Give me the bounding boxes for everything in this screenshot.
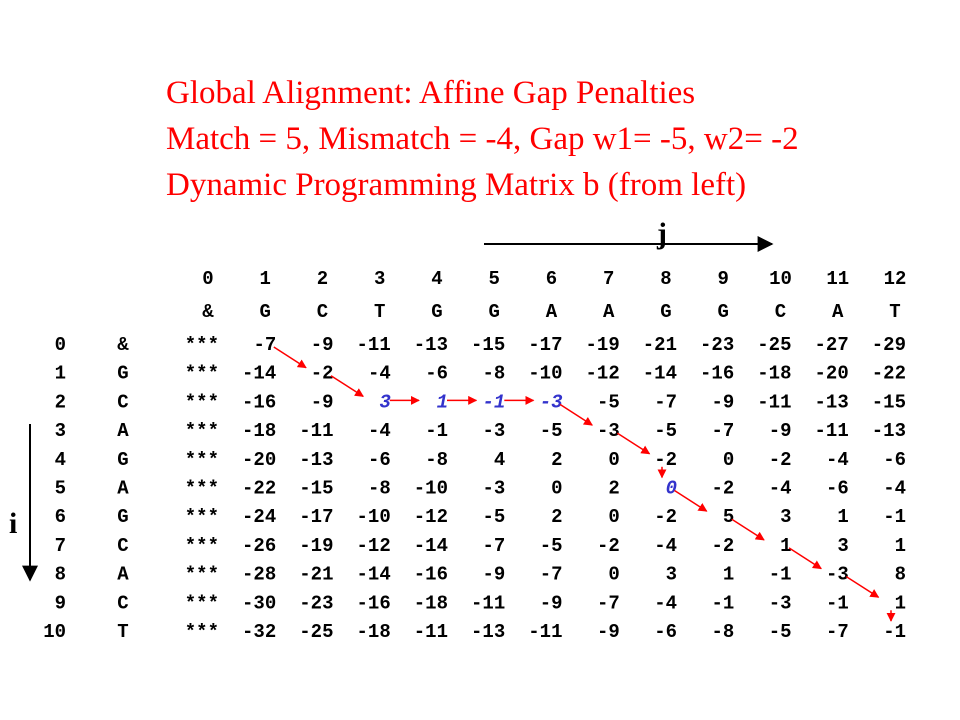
cell-0-3: -11 <box>356 334 391 356</box>
col-index-12: 12 <box>883 268 907 290</box>
row-index-4: 4 <box>54 448 66 471</box>
cell-8-6: -7 <box>539 563 563 586</box>
cell-0-6: -17 <box>528 334 563 356</box>
col-letter-9: G <box>717 301 729 323</box>
cell-6-8: -2 <box>654 506 677 529</box>
cell-4-1: -20 <box>242 448 277 471</box>
cell-6-6: 2 <box>551 506 563 529</box>
cell-10-11: -7 <box>825 621 849 643</box>
cell-0-5: -15 <box>471 334 506 356</box>
cell-7-1: -26 <box>242 534 277 557</box>
cell-1-3: -4 <box>367 362 391 385</box>
cell-1-6: -10 <box>528 362 563 385</box>
row-letter-3: A <box>117 420 129 443</box>
cell-10-3: -18 <box>356 621 391 643</box>
row-index-9: 9 <box>54 592 66 615</box>
cell-0-7: -19 <box>585 334 620 356</box>
cell-3-12: -13 <box>871 420 906 443</box>
cell-8-3: -14 <box>356 563 391 586</box>
cell-8-11: -3 <box>825 563 849 586</box>
cell-7-12: 1 <box>894 534 906 557</box>
path-arrow-1 <box>331 376 363 397</box>
row-letter-2: C <box>117 391 129 414</box>
cell-9-6: -9 <box>539 592 563 615</box>
cell-1-10: -18 <box>757 362 792 385</box>
path-arrow-9 <box>732 519 764 540</box>
row-letter-8: A <box>117 563 129 586</box>
cell-7-4: -14 <box>413 534 448 557</box>
cell-8-10: -1 <box>768 563 792 586</box>
cell-8-7: 0 <box>608 563 620 586</box>
cell-0-0: *** <box>184 334 219 356</box>
cell-7-3: -12 <box>356 534 391 557</box>
title-line-2: Match = 5, Mismatch = -4, Gap w1= -5, w2= -2 <box>166 121 799 157</box>
cell-9-2: -23 <box>299 592 334 615</box>
col-letter-1: G <box>259 301 271 323</box>
cell-6-4: -12 <box>413 506 448 529</box>
row-letter-9: C <box>117 592 129 615</box>
cell-7-6: -5 <box>539 534 563 557</box>
cell-5-7: 2 <box>608 477 620 500</box>
cell-4-4: -8 <box>425 448 448 471</box>
cell-2-4: 1 <box>436 391 448 414</box>
cell-9-4: -18 <box>413 592 448 615</box>
row-letter-6: G <box>117 506 129 529</box>
cell-7-9: -2 <box>711 534 735 557</box>
cell-10-12: -1 <box>883 621 906 643</box>
cell-4-5: 4 <box>493 448 506 471</box>
cell-4-2: -13 <box>299 448 334 471</box>
cell-0-1: -7 <box>253 334 277 356</box>
cell-9-0: *** <box>184 592 219 615</box>
path-arrow-6 <box>617 433 649 454</box>
row-index-1: 1 <box>54 362 66 385</box>
cell-5-1: -22 <box>242 477 277 500</box>
cell-2-9: -9 <box>711 391 735 414</box>
cell-2-5: -1 <box>482 391 506 414</box>
cell-0-10: -25 <box>757 334 792 356</box>
cell-8-4: -16 <box>413 563 448 586</box>
cell-0-9: -23 <box>700 334 735 356</box>
row-letter-0: & <box>117 334 129 356</box>
cell-6-12: -1 <box>883 506 906 529</box>
col-index-7: 7 <box>603 268 615 290</box>
cell-7-7: -2 <box>596 534 620 557</box>
cell-10-1: -32 <box>242 621 277 643</box>
cell-2-7: -5 <box>596 391 620 414</box>
cell-0-4: -13 <box>413 334 448 356</box>
cell-5-5: -3 <box>482 477 506 500</box>
row-index-2: 2 <box>54 391 66 414</box>
cell-10-5: -13 <box>471 621 506 643</box>
cell-4-8: -2 <box>654 448 677 471</box>
cell-5-4: -10 <box>413 477 448 500</box>
cell-1-7: -12 <box>585 362 620 385</box>
cell-3-3: -4 <box>367 420 391 443</box>
cell-7-5: -7 <box>482 534 506 557</box>
col-letter-7: A <box>603 301 615 323</box>
cell-0-2: -9 <box>310 334 334 356</box>
cell-8-9: 1 <box>722 563 735 586</box>
j-axis-label: j <box>657 217 667 250</box>
col-index-9: 9 <box>717 268 729 290</box>
title-line-3: Dynamic Programming Matrix b (from left) <box>166 167 747 203</box>
col-letter-4: G <box>431 301 443 323</box>
cell-2-12: -15 <box>871 391 906 414</box>
col-letter-12: T <box>889 301 901 323</box>
cell-9-5: -11 <box>471 592 506 615</box>
cell-1-0: *** <box>184 362 219 385</box>
cell-5-6: 0 <box>551 477 563 500</box>
path-arrow-5 <box>560 404 592 425</box>
cell-4-12: -6 <box>883 448 906 471</box>
cell-3-5: -3 <box>482 420 506 443</box>
col-letter-8: G <box>660 301 672 323</box>
cell-10-9: -8 <box>711 621 735 643</box>
col-letter-2: C <box>316 301 329 323</box>
cell-9-9: -1 <box>711 592 735 615</box>
row-index-3: 3 <box>54 420 66 443</box>
cell-8-8: 3 <box>665 563 677 586</box>
cell-3-1: -18 <box>242 420 277 443</box>
cell-9-10: -3 <box>768 592 792 615</box>
cell-6-2: -17 <box>299 506 334 529</box>
col-index-3: 3 <box>374 268 386 290</box>
col-index-4: 4 <box>431 268 443 290</box>
cell-7-10: 1 <box>780 534 792 557</box>
cell-1-2: -2 <box>310 362 334 385</box>
cell-10-2: -25 <box>299 621 334 643</box>
cell-1-4: -6 <box>425 362 448 385</box>
cell-1-8: -14 <box>642 362 677 385</box>
i-axis-label: i <box>9 507 18 540</box>
cell-5-3: -8 <box>367 477 391 500</box>
cell-4-0: *** <box>184 448 219 471</box>
row-index-8: 8 <box>54 563 66 586</box>
cell-6-10: 3 <box>780 506 792 529</box>
col-letter-3: T <box>374 301 386 323</box>
row-letter-1: G <box>117 362 129 385</box>
cell-8-0: *** <box>184 563 219 586</box>
cell-9-7: -7 <box>596 592 620 615</box>
cell-4-10: -2 <box>768 448 792 471</box>
cell-0-12: -29 <box>871 334 906 356</box>
col-index-5: 5 <box>488 268 500 290</box>
row-index-5: 5 <box>54 477 66 500</box>
row-letter-10: T <box>117 621 129 643</box>
row-index-7: 7 <box>54 534 66 557</box>
cell-8-5: -9 <box>482 563 506 586</box>
cell-3-8: -5 <box>654 420 677 443</box>
cell-2-6: -3 <box>539 391 563 414</box>
col-letter-0: & <box>202 301 214 323</box>
col-index-8: 8 <box>660 268 672 290</box>
cell-3-2: -11 <box>299 420 334 443</box>
cell-2-11: -13 <box>814 391 849 414</box>
cell-5-9: -2 <box>711 477 735 500</box>
cell-6-11: 1 <box>837 506 849 529</box>
cell-2-2: -9 <box>310 391 334 414</box>
row-letter-5: A <box>117 477 129 500</box>
cell-4-6: 2 <box>551 448 563 471</box>
cell-4-9: 0 <box>722 448 735 471</box>
cell-10-10: -5 <box>768 621 792 643</box>
cell-5-10: -4 <box>768 477 792 500</box>
cell-0-8: -21 <box>642 334 677 356</box>
cell-0-11: -27 <box>814 334 849 356</box>
cell-3-0: *** <box>184 420 219 443</box>
cell-6-1: -24 <box>242 506 277 529</box>
col-index-6: 6 <box>545 268 558 290</box>
cell-5-8: 0 <box>665 477 677 500</box>
col-index-2: 2 <box>316 268 329 290</box>
title-line-1: Global Alignment: Affine Gap Penalties <box>166 75 696 111</box>
cell-3-11: -11 <box>814 420 849 443</box>
row-index-6: 6 <box>54 506 66 529</box>
cell-2-1: -16 <box>242 391 277 414</box>
path-arrow-0 <box>274 347 306 368</box>
cell-2-3: 3 <box>379 391 391 414</box>
cell-9-3: -16 <box>356 592 391 615</box>
cell-1-11: -20 <box>814 362 849 385</box>
row-letter-7: C <box>117 534 129 557</box>
cell-3-7: -3 <box>596 420 620 443</box>
col-index-0: 0 <box>202 268 214 290</box>
cell-1-5: -8 <box>482 362 506 385</box>
cell-7-8: -4 <box>654 534 677 557</box>
cell-6-5: -5 <box>482 506 506 529</box>
col-letter-5: G <box>488 301 500 323</box>
cell-9-12: 1 <box>894 592 906 615</box>
row-index-10: 10 <box>43 621 66 643</box>
col-index-1: 1 <box>259 268 271 290</box>
cell-10-4: -11 <box>413 621 448 643</box>
cell-3-9: -7 <box>711 420 735 443</box>
cell-2-10: -11 <box>757 391 792 414</box>
cell-3-10: -9 <box>768 420 792 443</box>
cell-1-9: -16 <box>700 362 735 385</box>
col-letter-11: A <box>832 301 844 323</box>
cell-7-11: 3 <box>837 534 849 557</box>
cell-9-11: -1 <box>825 592 849 615</box>
path-arrow-10 <box>789 548 821 569</box>
cell-5-2: -15 <box>299 477 334 500</box>
cell-8-12: 8 <box>894 563 906 586</box>
col-index-10: 10 <box>769 268 792 290</box>
cell-8-1: -28 <box>242 563 277 586</box>
cell-10-6: -11 <box>528 621 563 643</box>
cell-5-11: -6 <box>825 477 849 500</box>
cell-9-1: -30 <box>242 592 277 615</box>
path-arrow-11 <box>846 577 878 598</box>
cell-6-3: -10 <box>356 506 391 529</box>
cell-4-11: -4 <box>825 448 849 471</box>
row-index-0: 0 <box>54 334 66 356</box>
cell-7-0: *** <box>184 534 219 557</box>
col-index-11: 11 <box>826 268 850 290</box>
cell-5-12: -4 <box>883 477 906 500</box>
cell-10-7: -9 <box>596 621 620 643</box>
cell-3-6: -5 <box>539 420 563 443</box>
cell-1-1: -14 <box>242 362 277 385</box>
cell-1-12: -22 <box>871 362 906 385</box>
cell-3-4: -1 <box>425 420 448 443</box>
cell-6-0: *** <box>184 506 219 529</box>
cell-5-0: *** <box>184 477 219 500</box>
cell-6-7: 0 <box>608 506 620 529</box>
cell-9-8: -4 <box>654 592 677 615</box>
cell-7-2: -19 <box>299 534 334 557</box>
cell-2-8: -7 <box>654 391 677 414</box>
cell-6-9: 5 <box>722 506 735 529</box>
matrix-cells <box>43 268 906 643</box>
col-letter-10: C <box>774 301 787 323</box>
cell-4-3: -6 <box>367 448 391 471</box>
cell-10-8: -6 <box>654 621 677 643</box>
row-letter-4: G <box>117 448 129 471</box>
cell-2-0: *** <box>184 391 219 414</box>
cell-8-2: -21 <box>299 563 334 586</box>
cell-10-0: *** <box>184 621 219 643</box>
cell-4-7: 0 <box>608 448 620 471</box>
col-letter-6: A <box>545 301 558 323</box>
path-arrow-8 <box>675 491 707 512</box>
